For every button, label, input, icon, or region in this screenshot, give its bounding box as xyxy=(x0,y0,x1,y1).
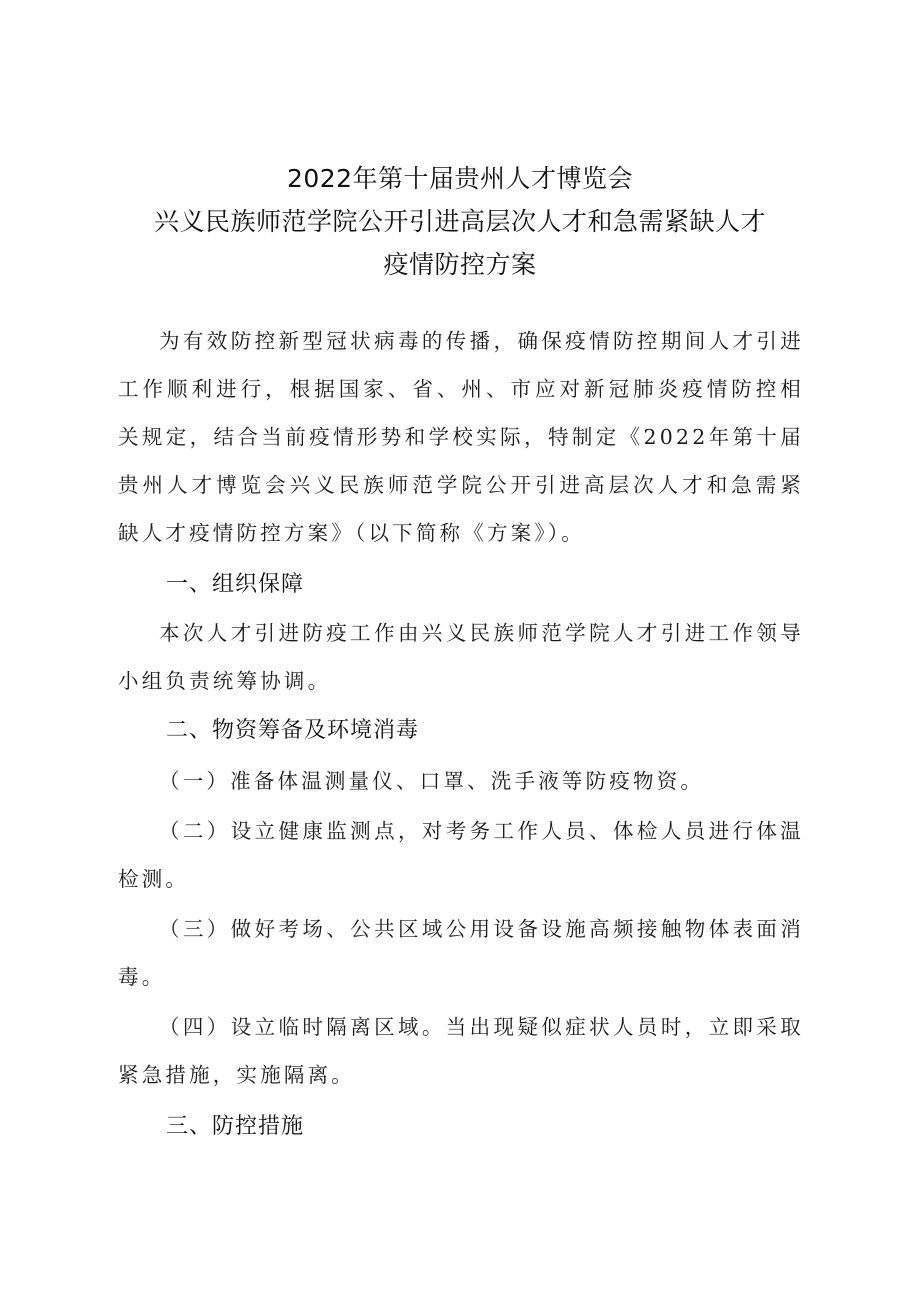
section-2-paragraph-1: （一）准备体温测量仪、口罩、洗手液等防疫物资。 xyxy=(159,769,705,793)
section-2-paragraph-4: （四）设立临时隔离区域。当出现疑似症状人员时，立即采取紧急措施，实施隔离。 xyxy=(118,1015,804,1087)
section-heading-3: 三、防控措施 xyxy=(166,1114,305,1139)
section-2-paragraph-2: （二）设立健康监测点，对考务工作人员、体检人员进行体温检测。 xyxy=(118,819,804,891)
title-line-3: 疫情防控方案 xyxy=(383,250,537,279)
title-line-2: 兴义民族师范学院公开引进高层次人才和急需紧缺人才 xyxy=(153,207,766,236)
section-heading-1: 一、组织保障 xyxy=(166,572,305,597)
section-2-paragraph-3: （三）做好考场、公共区域公用设备设施高频接触物体表面消毒。 xyxy=(118,917,804,989)
document-title xyxy=(0,157,920,286)
intro-paragraph: 为有效防控新型冠状病毒的传播，确保疫情防控期间人才引进工作顺利进行，根据国家、省、州、市应对新冠肺炎疫情防控相关规定，结合当前疫情形势和学校实际，特制定《2022年第十届贵州人才博览会兴义民族师范学院公开引进高层次人才和急需紧缺人才疫情防控方案》（以下简称《方案》）。 xyxy=(118,329,804,545)
title-line-1: 2022年第十届贵州人才博览会 xyxy=(286,164,634,193)
section-heading-2: 二、物资筹备及环境消毒 xyxy=(166,718,420,743)
section-1-paragraph-1: 本次人才引进防疫工作由兴义民族师范学院人才引进工作领导小组负责统筹协调。 xyxy=(118,621,804,693)
